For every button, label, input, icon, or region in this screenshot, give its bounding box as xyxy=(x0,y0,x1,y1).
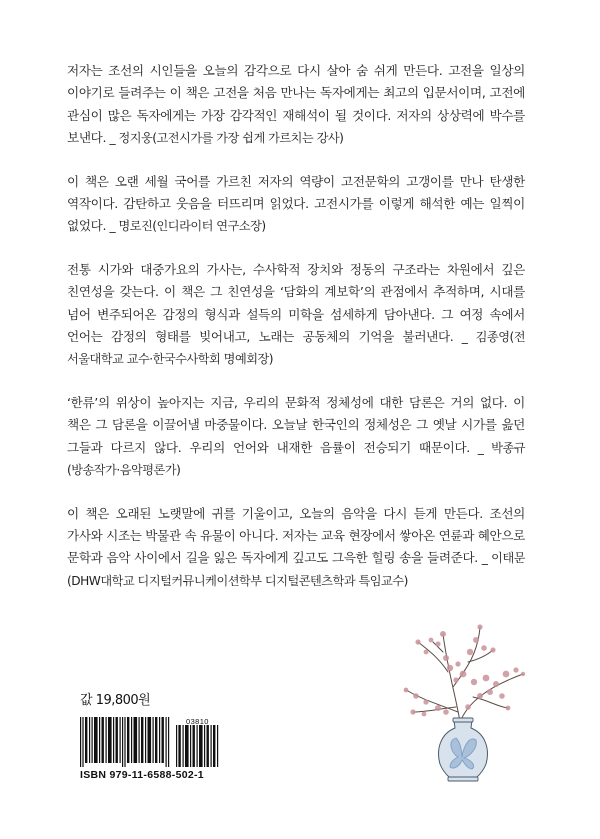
blurb-text: 이 책은 오랜 세월 국어를 가르친 저자의 역량이 고전문학의 고갱이를 만나 탄생한 역작이다. 감탄하고 웃음을 터뜨리며 읽었다. 고전시가를 이렇게 해석한 예는 일찍이 없었다. xyxy=(67,173,525,234)
blurb-1 xyxy=(67,60,525,150)
blurb-text: 전통 시가와 대중가요의 가사는, 수사학적 장치와 정동의 구조라는 차원에서 깊은 친연성을 갖는다. 이 책은 그 친연성을 ‘담화의 계보학’의 관점에서 추적하며, 시대를 넘어 변주되어온 감정의 형식과 설득의 미학을 섬세하게 담아낸다. 그 여정 속에서 언어는 감정의 형태를 빚어내고, 노래는 공동체의 기억을 불러낸다. xyxy=(67,261,525,345)
blurb-credit: _ 박종규(방송작가·음악평론가) xyxy=(67,440,525,478)
blurb-text: 저자는 조선의 시인들을 오늘의 감각으로 다시 살아 숨 쉬게 만든다. 고전을 일상의 이야기로 들려주는 이 책은 고전을 처음 만나는 독자에게는 최고의 입문서이며, 고전에 관심이 많은 독자에게는 가장 감각적인 재해석이 될 것이다. 저자의 상상력에 박수를 보낸다. xyxy=(67,63,525,146)
blurb-credit: _ 이태문(DHW대학교 디지털커뮤니케이션학부 디지털콘텐츠학과 특임교수) xyxy=(67,551,525,588)
blurb-credit: _ 명로진(인디라이터 연구소장) xyxy=(106,219,266,234)
blurb-text: 이 책은 오래된 노랫말에 귀를 기울이고, 오늘의 음악을 다시 듣게 만든다. 조선의 가사와 시조는 박물관 속 유물이 아니다. 저자는 교육 현장에서 쌓아온 연륜과 혜안으로 문학과 음악 사이에서 길을 잃은 독자에게 깊고도 그윽한 힐링 송을 들려준다. xyxy=(67,505,525,566)
endorsement-blurbs xyxy=(67,60,525,613)
blurb-2 xyxy=(67,171,525,238)
plum-blossom-vase-icon xyxy=(398,612,528,787)
blurb-5 xyxy=(67,503,525,593)
blurb-4 xyxy=(67,392,525,482)
price-label: 값 19,800원 xyxy=(80,693,151,708)
barcode-addon-code: 03810 xyxy=(186,717,209,726)
blurb-credit: _ 정지웅(고전시가를 가장 쉽게 가르치는 강사) xyxy=(106,131,344,146)
blurb-text: ‘한류’의 위상이 높아지는 지금, 우리의 문화적 정체성에 대한 담론은 거의 없다. 이 책은 그 담론을 이끌어낼 마중물이다. 오늘날 한국인의 정체성은 그 옛날 시가를 읊던 그들과 다르지 않다. 우리의 언어와 내재한 음률이 전승되기 때문이다. xyxy=(67,394,525,455)
isbn-number: ISBN 979-11-6588-502-1 xyxy=(80,769,204,781)
blurb-credit: _ 김종영(전 서울대학교 교수·한국수사학회 명예회장) xyxy=(67,330,525,367)
blurb-3 xyxy=(67,259,525,371)
